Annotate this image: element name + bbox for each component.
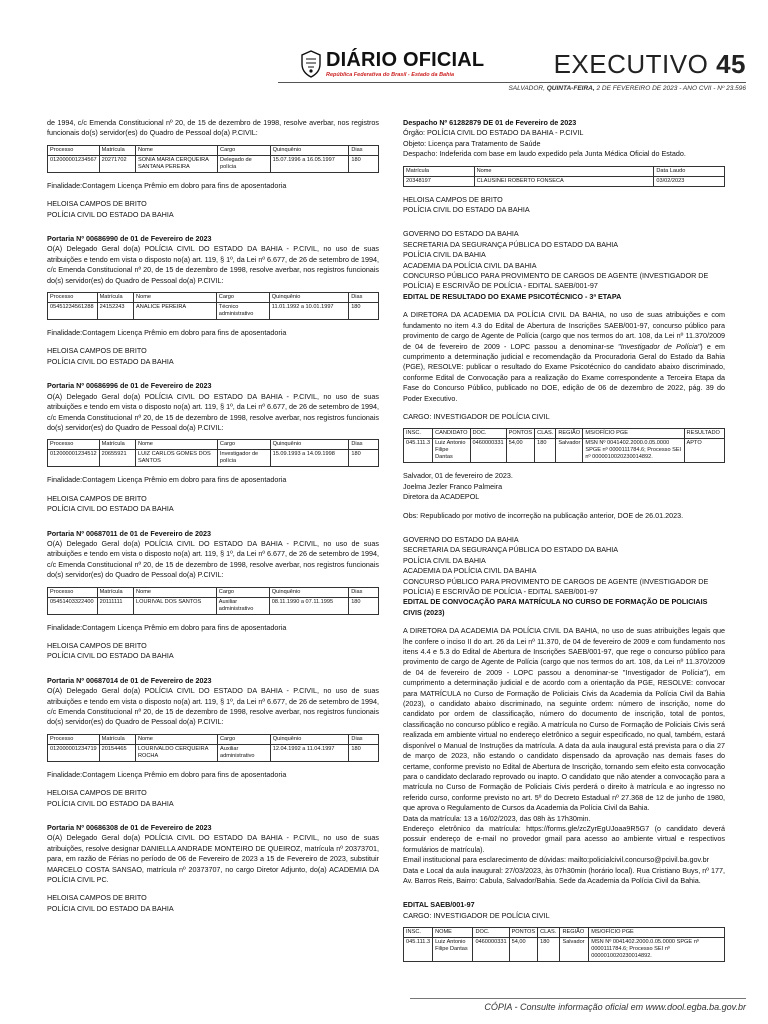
col-dias: Dias: [349, 145, 379, 155]
averbacao-table: [47, 292, 379, 320]
signer-org: POLÍCIA CIVIL DO ESTADO DA BAHIA: [47, 651, 174, 661]
section-word: EXECUTIVO: [553, 49, 709, 79]
col-cargo: Cargo: [218, 145, 271, 155]
portaria-body: O(A) Delegado Geral do(a) POLÍCIA CIVIL DO ESTADO DA BAHIA - P.CIVIL, no uso de suas atribuições e tendo em vista o disposto no(a) art. 119, § 1º, da Lei nº 6.677, de 26 de setembro de 1994, c/c Emenda Constitucional nº 20, de 15 de dezembro de 1998, resolve averbar, nos registros funcionais do(s) servidor(es) do Quadro de Pessoal do(a) P.CIVIL:: [47, 686, 379, 727]
signer-org: POLÍCIA CIVIL DO ESTADO DA BAHIA: [47, 903, 174, 913]
cell: 12.04.1992 a 11.04.1997: [270, 744, 349, 761]
col-dias: Dias: [349, 293, 379, 303]
page-number: 45: [716, 49, 746, 79]
signer-name: HELOISA CAMPOS DE BRITO: [47, 346, 147, 356]
obs-text: Obs: Republicado por motivo de incorreção na publicação anterior, DOE de 26.01.2023.: [403, 510, 684, 520]
cargo-heading: CARGO: INVESTIGADOR DE POLÍCIA CIVIL: [403, 411, 550, 421]
institutional-email: Email institucional para esclarecimento de dúvidas: mailto:policialcivil.concurso@pcivil.ba.gov.br: [403, 855, 709, 865]
cell: 012000001234719: [48, 744, 100, 761]
col-clas: CLAS.: [538, 928, 560, 938]
col-nome: NOME: [433, 928, 473, 938]
signer-name: HELOISA CAMPOS DE BRITO: [47, 640, 147, 650]
col-dias: Dias: [349, 587, 379, 597]
cell: 180: [349, 303, 379, 320]
col-quinquenio: Quinquênio: [269, 293, 348, 303]
cell: Auxiliar administrativo: [216, 597, 269, 614]
right-column: [403, 118, 725, 970]
table-row: [404, 176, 725, 186]
portaria-body: O(A) Delegado Geral do(a) POLÍCIA CIVIL DO ESTADO DA BAHIA - P.CIVIL, no uso de suas atribuições e tendo em vista o disposto no(a) art. 119, § 1º, da Lei nº 6.677, de 26 de setembro de 1994, c/c Emenda Constitucional nº 20, de 15 de dezembro de 1998, resolve averbar, nos registros funcionais do(s) servidor(es) do Quadro de Pessoal do(a) P.CIVIL:: [47, 244, 379, 285]
concurso-heading: CONCURSO PÚBLICO PARA PROVIMENTO DE CARGOS DE AGENTE (INVESTIGADOR DE POLÍCIA) E ESCRIVÃO DE POLÍCIA - EDITAL SAEB/001-97: [403, 576, 709, 596]
dateline: [508, 85, 746, 92]
col-matricula: Matrícula: [99, 734, 135, 744]
signer-org: POLÍCIA CIVIL DO ESTADO DA BAHIA: [47, 798, 174, 808]
cell: LUIZ CARLOS GOMES DOS SANTOS: [135, 450, 217, 467]
col-candidato: CANDIDATO: [433, 429, 470, 439]
cell: Salvador: [556, 439, 583, 463]
edital-body: [403, 310, 725, 404]
averbacao-table: [47, 734, 379, 762]
edital-title: EDITAL DE RESULTADO DO EXAME PSICOTÉCNICO - 3ª ETAPA: [403, 291, 622, 301]
col-quinquenio: Quinquênio: [270, 734, 349, 744]
masthead: [0, 0, 768, 100]
portaria-body: O(A) Delegado Geral do(a) POLÍCIA CIVIL DO ESTADO DA BAHIA - P.CIVIL, no uso de suas atribuições e tendo em vista o disposto no(a) art. 119, § 1º, da Lei nº 6.677, de 26 de setembro de 1994, c/c Emenda Constitucional nº 20, de 15 de dezembro de 1998, resolve averbar, nos registros funcionais do(s) servidor(es) do Quadro de Pessoal do(a) P.CIVIL:: [47, 538, 379, 580]
col-processo: Processo: [48, 587, 98, 597]
concurso-heading: CONCURSO PÚBLICO PARA PROVIMENTO DE CARGOS DE AGENTE (INVESTIGADOR DE POLÍCIA) E ESCRIVÃO DE POLÍCIA - EDITAL SAEB/001-97: [403, 271, 709, 291]
cargo-heading: CARGO: INVESTIGADOR DE POLÍCIA CIVIL: [403, 910, 550, 920]
director-name: Joelma Jezler Franco Palmeira: [403, 481, 503, 491]
cell: 20271702: [99, 155, 135, 172]
portaria-title: Portaria Nº 00686308 de 01 de Fevereiro de 2023: [47, 823, 212, 833]
portaria-title: Portaria Nº 00687011 de 01 de Fevereiro de 2023: [47, 528, 212, 538]
signer-name: HELOISA CAMPOS DE BRITO: [403, 194, 503, 204]
table-header-row: [48, 587, 379, 597]
acad-heading: ACADEMIA DA POLÍCIA CIVIL DA BAHIA: [403, 566, 537, 576]
table-header-row: [404, 166, 725, 176]
cell: CLAUSINEI ROBERTO FONSECA: [474, 176, 654, 186]
col-matricula: Matrícula: [404, 166, 475, 176]
col-pontos: PONTOS: [509, 928, 538, 938]
cell: MSN Nº 0041402.2000.0.05.0000 SPGE nº 0000111784.6; Processo SEI nº 0000010020230014892.: [589, 938, 725, 962]
col-cargo: Cargo: [217, 440, 270, 450]
dateline-rest: 2 DE FEVEREIRO DE 2023 - ANO CVII - Nº 23.596: [596, 85, 746, 92]
cell: 180: [535, 439, 556, 463]
gov-heading: GOVERNO DO ESTADO DA BAHIA: [403, 534, 519, 544]
cell: ANALICE PEREIRA: [134, 303, 217, 320]
signer-name: HELOISA CAMPOS DE BRITO: [47, 199, 147, 209]
finalidade-text: Finalidade:Contagem Licença Prêmio em dobro para fins de aposentadoria: [47, 475, 287, 485]
brand-subtitle: República Federativa do Brasil - Estado da Bahia: [326, 72, 455, 78]
matricula-address: Endereço eletrônico da matrícula: https://forms.gle/zcZyrEgUJoaa9R5G7 (o candidato deverá possuir endereço de e-mail no provedor gmail para acesso ao ambiente virtual e respectivos formulários de matrícula).: [403, 823, 725, 854]
finalidade-text: Finalidade:Contagem Licença Prêmio em dobro para fins de aposentadoria: [47, 328, 287, 338]
col-dias: Dias: [349, 734, 379, 744]
matricula-date: Data da matrícula: 13 a 16/02/2023, das 08h às 17h30min.: [403, 813, 591, 823]
cell: 045.111.3: [404, 938, 433, 962]
col-clas: CLAS.: [535, 429, 556, 439]
portaria-body: O(A) Delegado Geral do(a) POLÍCIA CIVIL DO ESTADO DA BAHIA - P.CIVIL, no uso de suas atribuições, resolve designar DANIELLA ANDRADE MONTEIRO DE QUEIROZ, matrícula nº 20373701, para, em razão de Férias no período de 06 de Fevereiro de 2023 a 15 de Fevereiro de 2023, substituir MARCELO COSTA SANSAO, matrícula nº 20373707, no cargo Diretor Adjunto, do(a) ACADEMIA DA POLÍCIA CIVIL PC.: [47, 833, 379, 885]
brand: [326, 50, 484, 78]
col-cargo: Cargo: [216, 293, 269, 303]
cell: Investigador de polícia: [217, 450, 270, 467]
footer-copy-notice: CÓPIA - Consulte informação oficial em www.dool.egba.ba.gov.br: [484, 1002, 746, 1012]
col-quinquenio: Quinquênio: [270, 440, 349, 450]
cell: 05451403322400: [48, 597, 98, 614]
col-ms-oficio: MS/OFÍCIO PGE: [589, 928, 725, 938]
signer-org: POLÍCIA CIVIL DO ESTADO DA BAHIA: [47, 209, 174, 219]
table-header-row: [48, 440, 379, 450]
cell: 0460000331: [473, 938, 509, 962]
cell: 180: [349, 744, 379, 761]
dateline-day: QUINTA-FEIRA,: [546, 85, 595, 92]
col-nome: Nome: [134, 587, 217, 597]
cell: Auxiliar administrativo: [218, 744, 271, 761]
ssp-heading: SECRETARIA DA SEGURANÇA PÚBLICA DO ESTADO DA BAHIA: [403, 545, 619, 555]
col-regiao: REGIÃO: [560, 928, 589, 938]
convocacao-table: [403, 927, 725, 962]
cell: Luiz Antonio Filipe Dantas: [433, 439, 470, 463]
col-quinquenio: Quinquênio: [270, 145, 349, 155]
cell: 20111111: [97, 597, 133, 614]
signer-name: HELOISA CAMPOS DE BRITO: [47, 788, 147, 798]
cell: 20655921: [99, 450, 135, 467]
col-matricula: Matrícula: [99, 145, 135, 155]
finalidade-text: Finalidade:Contagem Licença Prêmio em dobro para fins de aposentadoria: [47, 769, 287, 779]
col-processo: Processo: [48, 734, 100, 744]
section-title: [554, 50, 746, 78]
cell: 045.111.3: [404, 439, 433, 463]
edital-code: EDITAL SAEB/001-97: [403, 900, 475, 910]
place-date: Salvador, 01 de fevereiro de 2023.: [403, 471, 513, 481]
col-resultado: RESULTADO: [684, 429, 724, 439]
table-row: [404, 439, 725, 463]
cell: 54,00: [509, 938, 538, 962]
cell: LOURIVALDO CERQUEIRA ROCHA: [135, 744, 217, 761]
cell: 0460000331: [470, 439, 506, 463]
cell: APTO: [684, 439, 724, 463]
signer-name: HELOISA CAMPOS DE BRITO: [47, 493, 147, 503]
ssp-heading: SECRETARIA DA SEGURANÇA PÚBLICA DO ESTADO DA BAHIA: [403, 239, 619, 249]
edital-body-b: ) e em cumprimento a determinação judicial e recomendação da Procuradoria Geral do Estado da Bahia (PGE), RESOLVE: publicar o resultado do Exame Psicotécnico do candidato abaixo discriminado, conforme Edital de Convocação para a realização do Exame correspondente a Terceira Etapa da Fase do Concurso Público, publicado no DOE, edição de 06 de dezembro de 2022, pág. 39 do Poder Executivo.: [403, 341, 725, 403]
cell: 08.11.1990 a 07.11.1995: [269, 597, 348, 614]
cell: 03/02/2023: [654, 176, 725, 186]
col-processo: Processo: [48, 440, 100, 450]
header-rule: [278, 82, 746, 83]
inaugural-class: Data e Local da aula inaugural: 27/03/2023, às 07h30min (horário local). Rua Cristiano Buys, nº 177, Av. Barros Reis, Bairro: Cabula, Salvador/Bahia. Sede da Academia da Polícia Civil da Bahia.: [403, 865, 725, 885]
col-matricula: Matrícula: [97, 293, 133, 303]
table-row: [48, 597, 379, 614]
footer-rule: [410, 998, 746, 999]
cell: 11.01.1992 a 10.01.1997: [269, 303, 348, 320]
pc-heading: POLÍCIA CIVIL DA BAHIA: [403, 250, 486, 260]
col-processo: Processo: [48, 293, 98, 303]
table-header-row: [48, 734, 379, 744]
table-row: [48, 155, 379, 172]
cell: SONIA MARIA CERQUEIRA SANTANA PEREIRA: [135, 155, 217, 172]
edital-body-italic: "Investigador de Polícia": [618, 341, 701, 351]
cell: 012000001234512: [48, 450, 100, 467]
cell: 05451234561288: [48, 303, 98, 320]
cell: 24152243: [97, 303, 133, 320]
cell: 012000001234567: [48, 155, 100, 172]
edital-title: EDITAL DE CONVOCAÇÃO PARA MATRÍCULA NO CURSO DE FORMAÇÃO DE POLICIAIS CIVIS (2023): [403, 597, 708, 617]
signer-org: POLÍCIA CIVIL DO ESTADO DA BAHIA: [403, 205, 530, 215]
resultado-table: [403, 428, 725, 463]
table-header-row: [48, 145, 379, 155]
cell: 180: [349, 450, 379, 467]
col-matricula: Matrícula: [99, 440, 135, 450]
table-header-row: [404, 429, 725, 439]
cell: 15.09.1993 a 14.09.1998: [270, 450, 349, 467]
table-row: [404, 938, 725, 962]
col-cargo: Cargo: [218, 734, 271, 744]
col-doc: DOC.: [470, 429, 506, 439]
portaria-title: Portaria Nº 00686996 de 01 de Fevereiro de 2023: [47, 381, 212, 391]
portaria-body: O(A) Delegado Geral do(a) POLÍCIA CIVIL DO ESTADO DA BAHIA - P.CIVIL, no uso de suas atribuições e tendo em vista o disposto no(a) art. 119, § 1º, da Lei nº 6.677, de 26 de setembro de 1994, c/c Emenda Constitucional nº 20, de 15 de dezembro de 1998, resolve averbar, nos registros funcionais do(s) servidor(es) do Quadro de Pessoal do(a) P.CIVIL:: [47, 391, 379, 432]
brand-title: DIÁRIO OFICIAL: [326, 49, 485, 71]
col-processo: Processo: [48, 145, 100, 155]
col-data-laudo: Data Laudo: [654, 166, 725, 176]
col-doc: DOC.: [473, 928, 509, 938]
cell: 54,00: [506, 439, 535, 463]
intro-text: de 1994, c/c Emenda Constitucional nº 20, de 15 de dezembro de 1998, resolve averbar, nos registros funcionais do(s) servidor(es) do Quadro de Pessoal do(a) P.CIVIL:: [47, 118, 379, 138]
col-matricula: Matrícula: [97, 587, 133, 597]
edital-body-a: A DIRETORA DA ACADEMIA DA POLÍCIA CIVIL DA BAHIA, no uso de suas atribuições e com fundamento no item 4.3 do Edital de Abertura de Inscrições SAEB/001-97, concurso público para provimento de cargo de Agente de Polícia (cargo que nos termos do art. 108, da Lei nº 11.370/2009 de 04 de fevereiro de 2009 - LOPC passou a denominar-se: [403, 310, 725, 351]
edital-body: A DIRETORA DA ACADEMIA DA POLÍCIA CIVIL DA BAHIA, no uso de suas atribuições legais que lhe confere o inciso II do art. 26 da Lei nº 11.370, de 04 de fevereiro de 2009 e com fundamento nos itens 4.4 e 5.3 do Edital de Abertura de Inscrições SAEB/001-97, que rege o concurso público para provimento de cargo de Agente de Polícia (cargo que nos termos do art. 108, da Lei nº 11.370/2009 de 04 de fevereiro de 2009 - LOPC passou a denominar-se "Investigador de Polícia"), em cumprimento a determinação judicial e de acordo com a orientação da PGE, RESOLVE: convocar para MATRÍCULA no Curso de Formação de Policiais Civis da Academia da Polícia Civil da Bahia (2023), o candidato abaixo discriminado, na seguinte ordem: número de inscrição, nome do candidato por ordem de classificação, número do documento de inscrição, total de pontos, classificação no concurso público e região. A matrícula no Curso de Formação de Policiais Civis será realizada em ambiente virtual no endereço eletrônico a seguir especificado, no qual, também, estará disponível o Manual de Instruções da matrícula. A data da aula inaugural está prevista para o dia 27 de março de 2023, não estando o candidato dispensado da aprovação nas demais fases do certame, conforme previsto no Edital de Abertura de Inscrição, tornando sem efeito esta convocação para o candidato declarado reprovado ou inapto. O candidato que não atender a convocação para a matrícula no Curso de Formação de Policiais Civis perderá o direito à matrícula e ao ingresso no referido curso, conforme previsto no art. 5º do Decreto Estadual nº 27.368 de 12 de junho de 1980, que aprova o Regulamento de Cursos da Academia da Polícia Civil da Bahia.: [403, 626, 725, 813]
col-cargo: Cargo: [216, 587, 269, 597]
averbacao-table: [47, 145, 379, 173]
col-dias: Dias: [349, 440, 379, 450]
table-row: [48, 450, 379, 467]
col-insc: INSC.: [404, 429, 433, 439]
gov-heading: GOVERNO DO ESTADO DA BAHIA: [403, 229, 519, 239]
cell: Técnico administrativo: [216, 303, 269, 320]
cell: 20348197: [404, 176, 475, 186]
signer-org: POLÍCIA CIVIL DO ESTADO DA BAHIA: [47, 504, 174, 514]
table-header-row: [48, 293, 379, 303]
portaria-title: Portaria Nº 00686990 de 01 de Fevereiro de 2023: [47, 234, 212, 244]
col-quinquenio: Quinquênio: [269, 587, 348, 597]
cell: 180: [538, 938, 560, 962]
despacho-table: [403, 166, 725, 187]
table-row: [48, 303, 379, 320]
cell: LOURIVAL DOS SANTOS: [134, 597, 217, 614]
col-regiao: REGIÃO: [556, 429, 583, 439]
cell: Salvador: [560, 938, 589, 962]
despacho-text: Despacho: Indeferida com base em laudo expedido pela Junta Médica Oficial do Estado.: [403, 149, 686, 159]
left-column: [47, 118, 379, 914]
cell: Luiz Antonio Filipe Dantas: [433, 938, 473, 962]
table-row: [48, 744, 379, 761]
cell: 15.07.1996 a 16.05.1997: [270, 155, 349, 172]
signer-org: POLÍCIA CIVIL DO ESTADO DA BAHIA: [47, 356, 174, 366]
cell: 180: [349, 155, 379, 172]
despacho-title: Despacho Nº 61282879 DE 01 de Fevereiro de 2023: [403, 118, 577, 127]
averbacao-table: [47, 587, 379, 615]
col-nome: Nome: [134, 293, 217, 303]
col-nome: Nome: [474, 166, 654, 176]
cell: 180: [349, 597, 379, 614]
objeto-text: Objeto: Licença para Tratamento de Saúde: [403, 138, 541, 148]
col-nome: Nome: [135, 440, 217, 450]
portaria-title: Portaria Nº 00687014 de 01 de Fevereiro de 2023: [47, 675, 212, 685]
dateline-city: SALVADOR,: [508, 85, 545, 92]
col-pontos: PONTOS: [506, 429, 535, 439]
averbacao-table: [47, 439, 379, 467]
col-insc: INSC.: [404, 928, 433, 938]
cell: MSN Nº 0041402.2000.0.05.0000 SPGE nº 0000111784.6; Processo SEI nº 0000010020230014892.: [583, 439, 684, 463]
col-nome: Nome: [135, 734, 217, 744]
signer-name: HELOISA CAMPOS DE BRITO: [47, 893, 147, 903]
col-ms-oficio: MS/OFÍCIO PGE: [583, 429, 684, 439]
cell: Delegado de polícia: [218, 155, 271, 172]
pc-heading: POLÍCIA CIVIL DA BAHIA: [403, 555, 486, 565]
col-nome: Nome: [135, 145, 217, 155]
coat-of-arms-icon: [300, 50, 322, 78]
acad-heading: ACADEMIA DA POLÍCIA CIVIL DA BAHIA: [403, 260, 537, 270]
cell: 20154465: [99, 744, 135, 761]
orgao-text: Órgão: POLÍCIA CIVIL DO ESTADO DA BAHIA - P.CIVIL: [403, 128, 584, 138]
table-header-row: [404, 928, 725, 938]
director-role: Diretora da ACADEPOL: [403, 492, 480, 502]
finalidade-text: Finalidade:Contagem Licença Prêmio em dobro para fins de aposentadoria: [47, 622, 287, 632]
finalidade-text: Finalidade:Contagem Licença Prêmio em dobro para fins de aposentadoria: [47, 180, 287, 190]
